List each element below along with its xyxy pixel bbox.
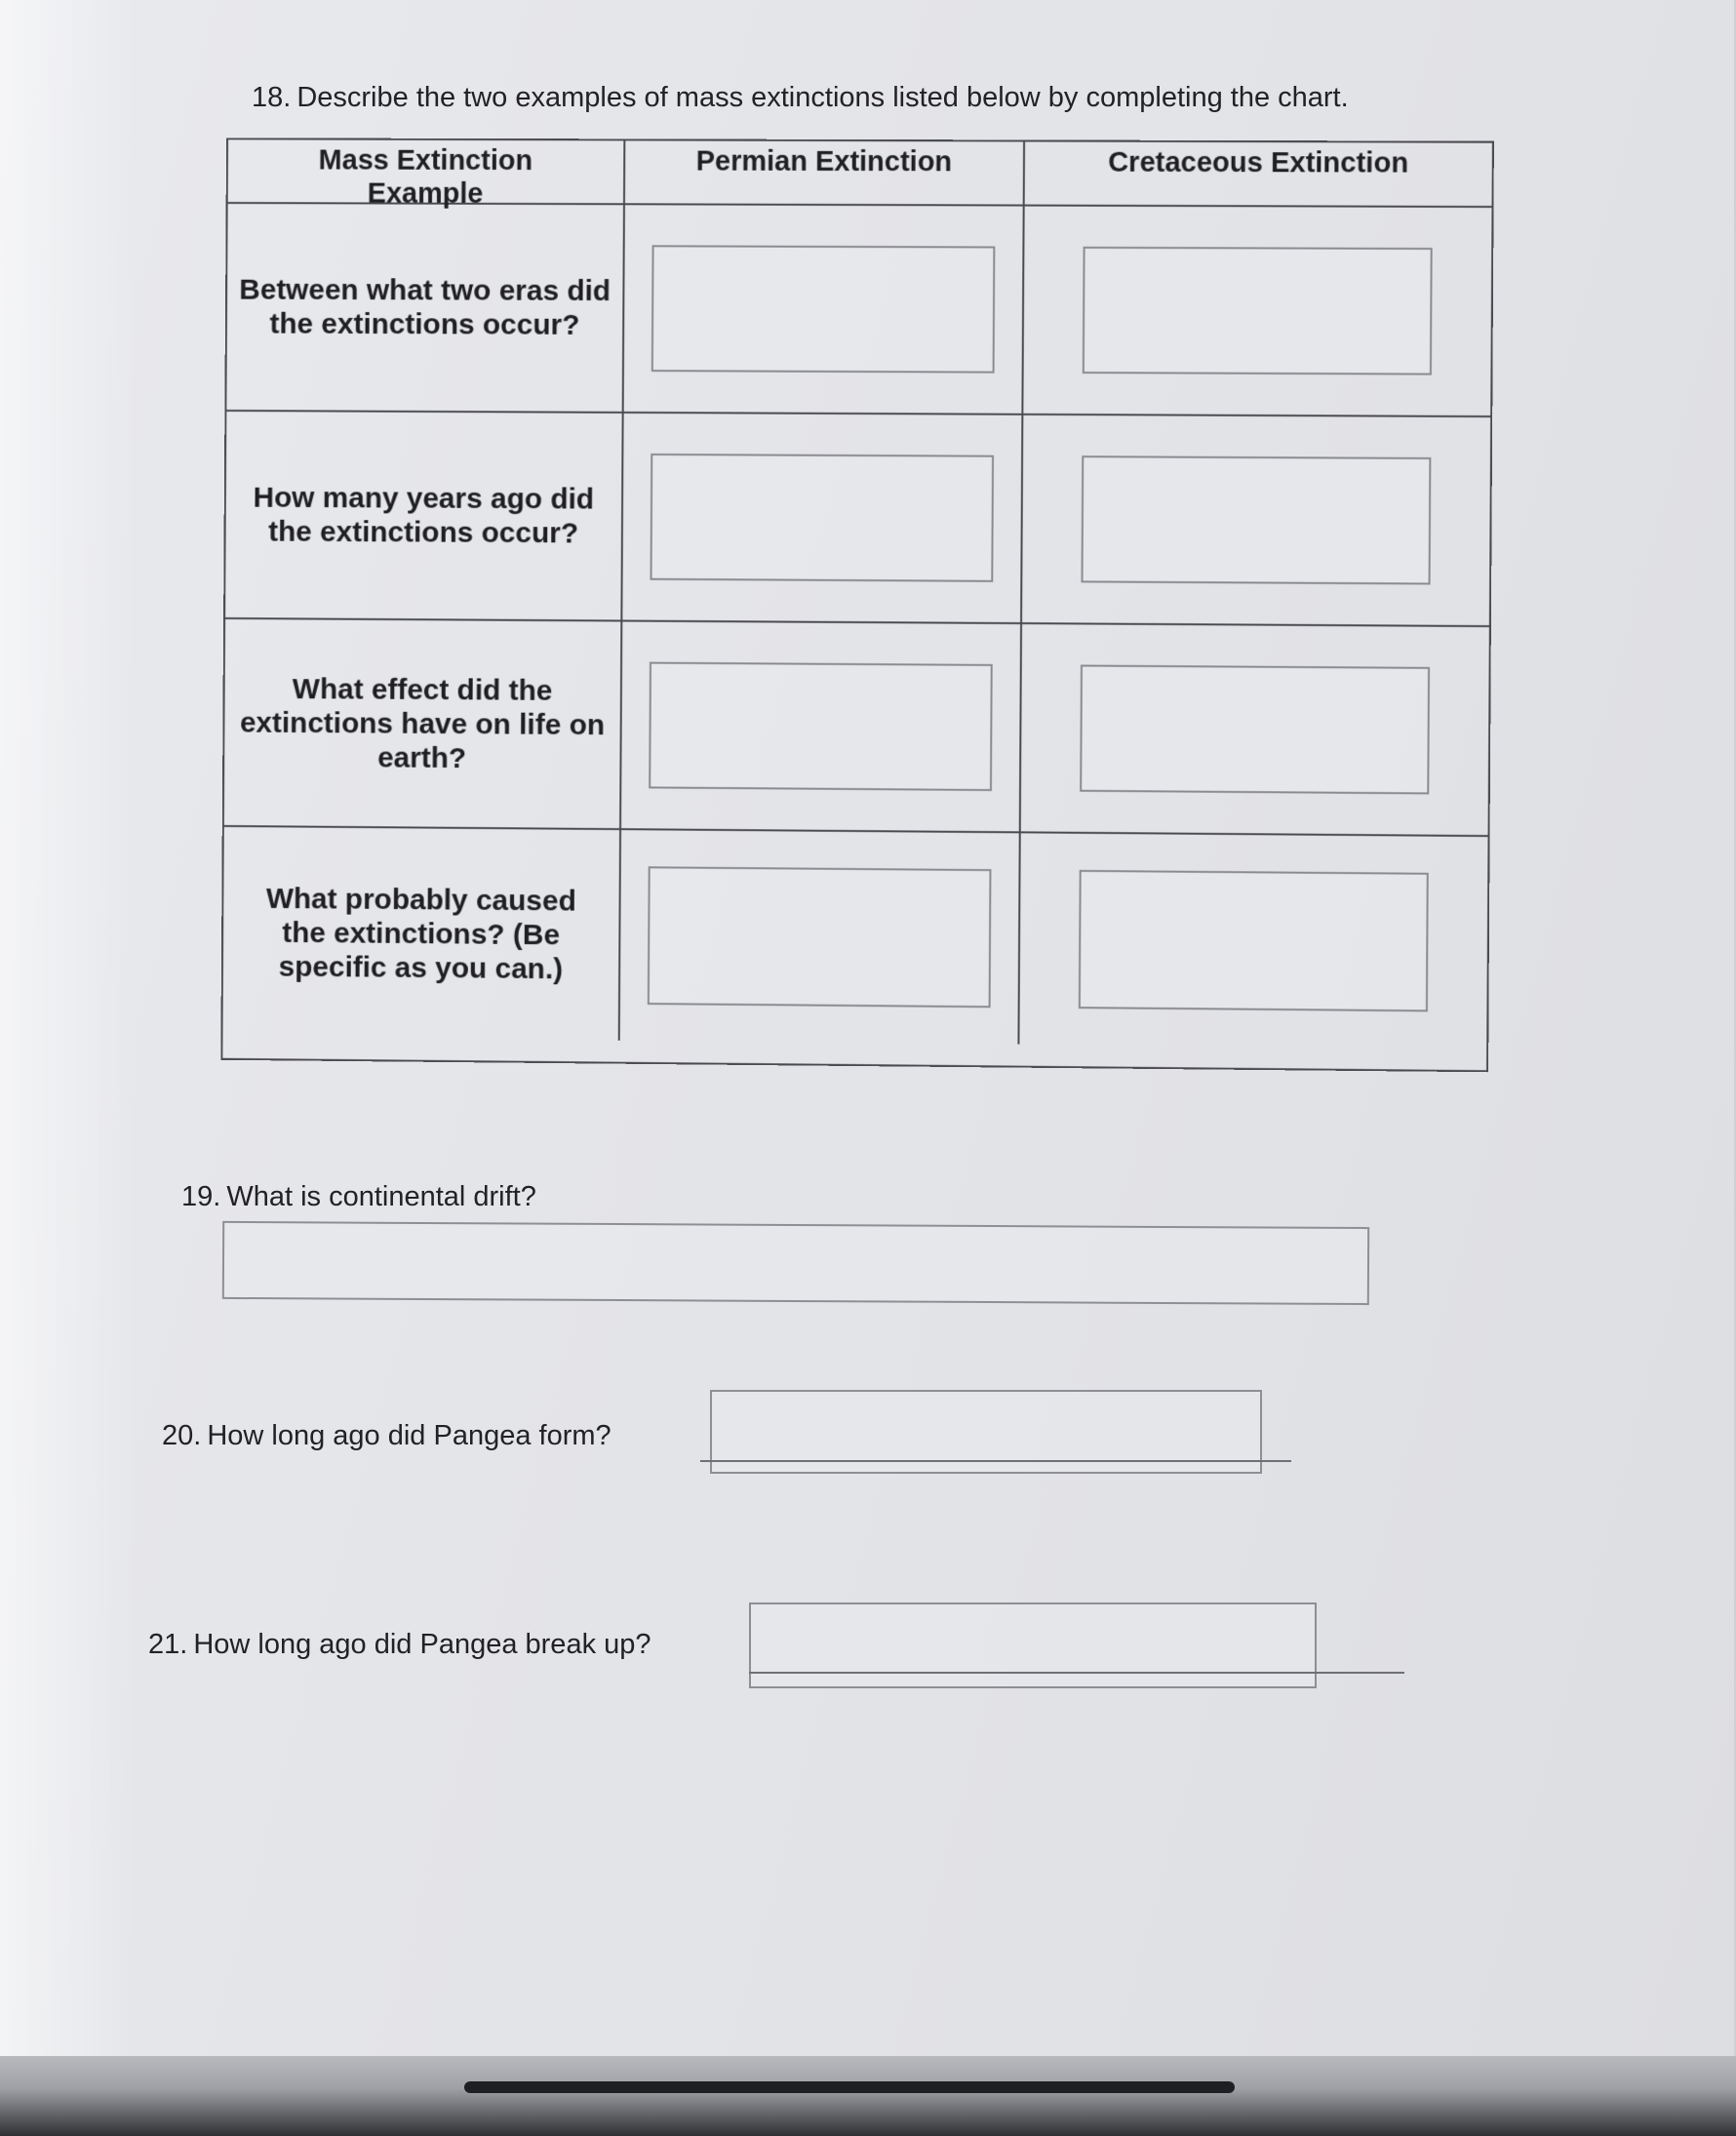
header-cell-permian	[625, 140, 1025, 204]
question-20-number: 20.	[162, 1420, 202, 1451]
answer-line	[700, 1460, 1291, 1462]
cretaceous-answer-cell	[1023, 207, 1491, 416]
question-18	[252, 82, 1349, 114]
cretaceous-eras-answer-box[interactable]	[1083, 247, 1433, 376]
table-row	[222, 827, 1487, 1048]
cretaceous-answer-cell	[1019, 833, 1487, 1048]
header-label: Mass Extinction Example	[318, 144, 533, 210]
question-21-number: 21.	[148, 1629, 188, 1660]
permian-answer-cell	[621, 622, 1022, 832]
cretaceous-effect-answer-box[interactable]	[1080, 665, 1430, 795]
page-shading	[0, 0, 137, 2060]
question-20	[162, 1420, 612, 1452]
header-label: Cretaceous Extinction	[1108, 146, 1409, 179]
permian-answer-cell	[622, 414, 1023, 622]
table-header-row	[228, 139, 1492, 208]
continental-drift-answer-box[interactable]	[222, 1221, 1369, 1305]
pangea-breakup-answer-box[interactable]	[749, 1602, 1317, 1688]
row-label: What effect did the extinctions have on life on earth?	[239, 672, 606, 774]
cretaceous-cause-answer-box[interactable]	[1079, 870, 1429, 1012]
cretaceous-years-answer-box[interactable]	[1081, 455, 1431, 584]
question-19	[181, 1181, 536, 1213]
row-label: What probably caused the extinctions? (Be specific as you can.)	[265, 882, 576, 985]
permian-answer-cell	[620, 830, 1021, 1044]
home-indicator[interactable]	[464, 2081, 1235, 2093]
row-label: Between what two eras did the extinctions occur?	[239, 273, 612, 341]
table-row	[224, 619, 1489, 837]
question-21-text: How long ago did Pangea break up?	[193, 1629, 651, 1660]
question-18-number: 18.	[252, 82, 292, 113]
table-row	[226, 204, 1491, 417]
question-18-text: Describe the two examples of mass extinctions listed below by completing the chart.	[296, 82, 1349, 113]
row-label-cell	[225, 412, 624, 620]
device-bezel	[0, 2056, 1736, 2136]
permian-answer-cell	[624, 205, 1025, 414]
mass-extinction-table	[220, 138, 1494, 1072]
row-label-cell	[226, 204, 625, 412]
header-label: Permian Extinction	[695, 145, 953, 178]
row-label: How many years ago did the extinctions occur?	[253, 481, 595, 550]
row-label-cell	[224, 619, 623, 828]
question-21	[148, 1629, 651, 1661]
header-cell-cretaceous	[1025, 141, 1492, 206]
question-20-text: How long ago did Pangea form?	[207, 1420, 612, 1451]
answer-line	[749, 1672, 1404, 1674]
permian-cause-answer-box[interactable]	[648, 866, 992, 1008]
permian-years-answer-box[interactable]	[651, 454, 995, 582]
question-19-number: 19.	[181, 1181, 221, 1212]
question-19-text: What is continental drift?	[226, 1181, 536, 1212]
permian-effect-answer-box[interactable]	[649, 662, 993, 791]
row-label-cell	[222, 827, 621, 1041]
table-row	[225, 412, 1490, 627]
cretaceous-answer-cell	[1022, 415, 1490, 625]
header-cell-example	[228, 139, 626, 210]
cretaceous-answer-cell	[1021, 624, 1489, 835]
permian-eras-answer-box[interactable]	[651, 245, 996, 373]
